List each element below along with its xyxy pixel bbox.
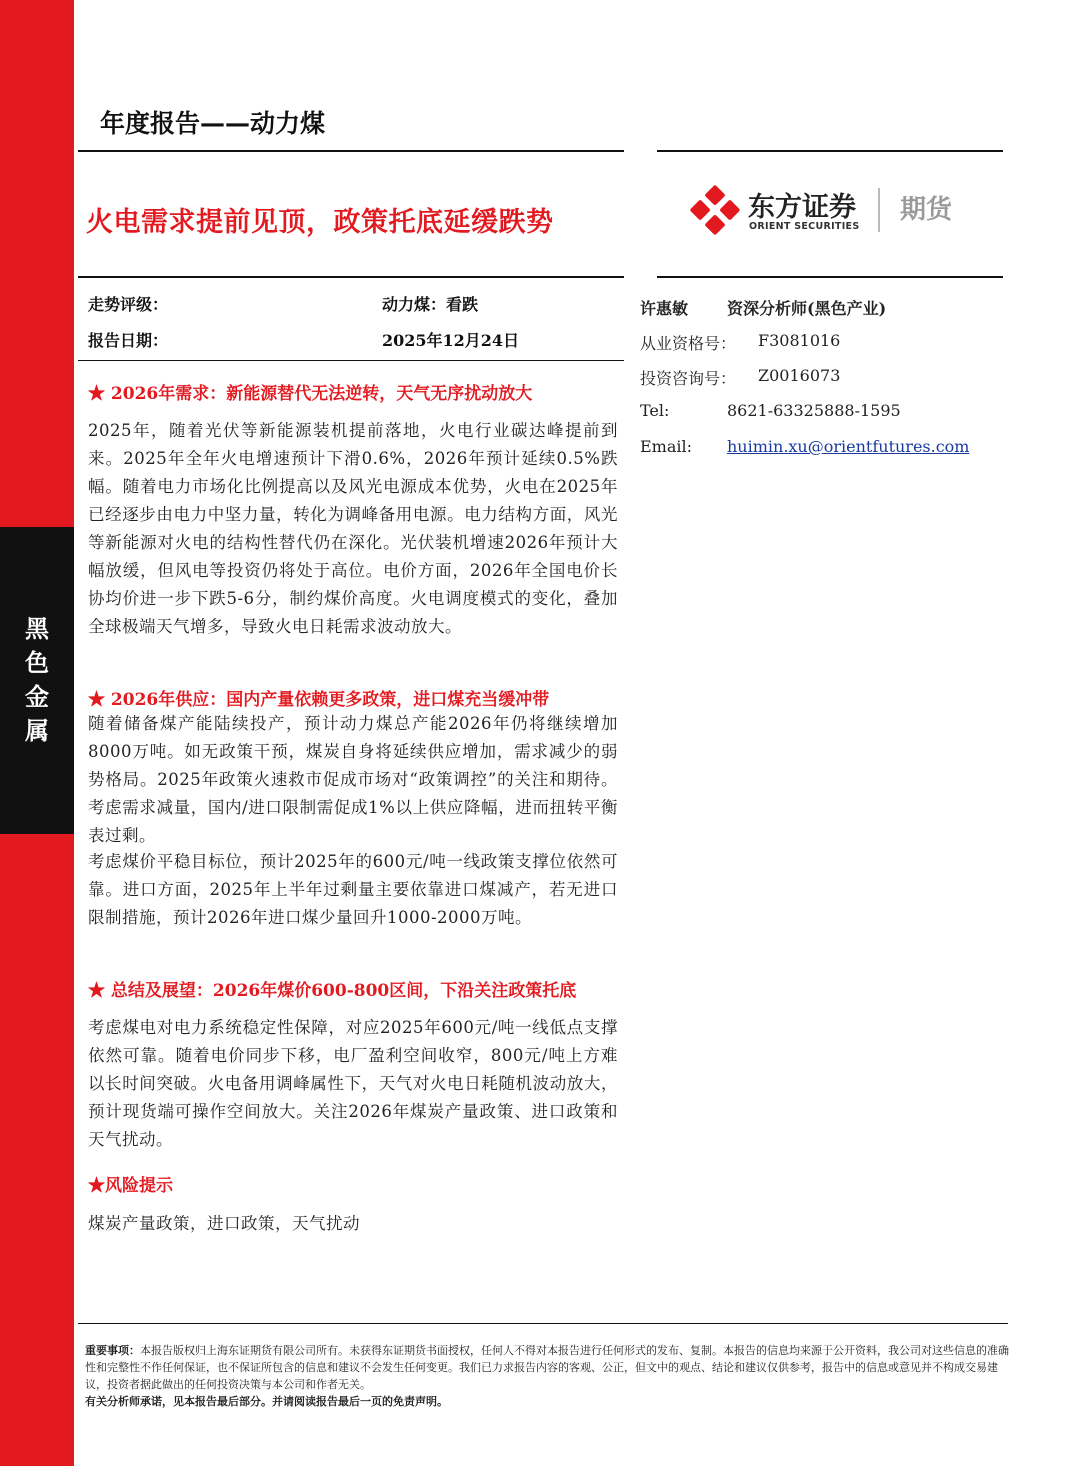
- analyst-name: 许惠敏: [640, 299, 689, 318]
- cert-value: F3081016: [758, 331, 841, 350]
- analyst-note: 有关分析师承诺，见本报告最后部分。并请阅读报告最后一页的免责声明。: [85, 1395, 448, 1408]
- footer-divider: [78, 1323, 1008, 1324]
- tel-value: 8621-63325888-1595: [727, 401, 901, 420]
- category-char: 黑: [25, 615, 49, 643]
- risk-paragraph: 煤炭产量政策，进口政策，天气扰动: [88, 1214, 360, 1233]
- rating-label: 走势评级：: [88, 295, 169, 314]
- logo-separator: [878, 188, 880, 232]
- rating-value: 动力煤：看跌: [382, 295, 479, 314]
- company-logo: [690, 185, 990, 237]
- date-label: 报告日期：: [88, 331, 169, 350]
- consult-value: Z0016073: [758, 366, 841, 385]
- logo-name-en: ORIENT SECURITIES: [749, 221, 860, 232]
- section-heading-risk: ★风险提示: [88, 1176, 173, 1196]
- supply-paragraph-2: 考虑煤价平稳目标位，预计2025年的600元/吨一线政策支撑位依然可靠。进口方面，2025年上半年过剩量主要依靠进口煤减产，若无进口限制措施，预计2026年进口煤少量回升1000-2000万吨。: [88, 852, 618, 927]
- report-title: 火电需求提前见顶，政策托底延缓跌势: [86, 207, 554, 238]
- cert-label: 从业资格号：: [640, 334, 737, 353]
- logo-mark-icon: [690, 185, 740, 235]
- disclaimer-text: 本报告版权归上海东证期货有限公司所有。未获得东证期货书面授权，任何人不得对本报告进行任何形式的发布、复制。本报告的信息均来源于公开资料，我公司对这些信息的准确性和完整性不作任何保证，也不保证所包含的信息和建议不会发生任何变更。我们已力求报告内容的客观、公正，但文中的观点、结论和建议仅供参考，报告中的信息或意见并不构成交易建议，投资者据此做出的任何投资决策与本公司和作者无关。: [85, 1344, 1009, 1391]
- category-char: 属: [25, 717, 49, 745]
- outlook-paragraph: 考虑煤电对电力系统稳定性保障，对应2025年600元/吨一线低点支撑依然可靠。随着电价同步下移，电厂盈利空间收窄，800元/吨上方难以长时间突破。火电备用调峰属性下，天气对火电日耗随机波动放大，预计现货端可操作空间放大。关注2026年煤炭产量政策、进口政策和天气扰动。: [88, 1018, 618, 1149]
- category-label: [0, 612, 74, 748]
- divider: [657, 150, 1003, 152]
- report-type: 年度报告——动力煤: [100, 109, 326, 138]
- divider: [657, 276, 1003, 278]
- section-heading-outlook: ★ 总结及展望：2026年煤价600-800区间，下沿关注政策托底: [88, 981, 577, 1001]
- category-char: 色: [25, 649, 49, 677]
- divider: [78, 276, 624, 278]
- email-link[interactable]: huimin.xu@orientfutures.com: [727, 437, 970, 456]
- logo-name-cn: 东方证券: [748, 192, 856, 223]
- tel-label: Tel:: [640, 401, 670, 420]
- supply-paragraph-1: 随着储备煤产能陆续投产，预计动力煤总产能2026年仍将继续增加8000万吨。如无政策干预，煤炭自身将延续供应增加，需求减少的弱势格局。2025年政策火速救市促成市场对“政策调控”的关注和期待。考虑需求减量，国内/进口限制需促成1%以上供应降幅，进而扭转平衡表过剩。: [88, 714, 618, 845]
- disclaimer-label: 重要事项：: [85, 1344, 140, 1357]
- divider: [78, 360, 624, 361]
- section-heading-demand: ★ 2026年需求：新能源替代无法逆转，天气无序扰动放大: [88, 384, 533, 404]
- logo-division: 期货: [900, 195, 953, 225]
- category-char: 金: [25, 683, 49, 711]
- section-heading-supply: ★ 2026年供应：国内产量依赖更多政策，进口煤充当缓冲带: [88, 690, 550, 710]
- email-label: Email:: [640, 437, 693, 456]
- divider: [78, 150, 624, 152]
- disclaimer: [85, 1342, 1010, 1410]
- date-value: 2025年12月24日: [382, 331, 520, 350]
- analyst-title: 资深分析师(黑色产业): [727, 299, 887, 318]
- demand-paragraph: 2025年，随着光伏等新能源装机提前落地，火电行业碳达峰提前到来。2025年全年火电增速预计下滑0.6%，2026年预计延续0.5%跌幅。随着电力市场化比例提高以及风光电源成本优势，火电在2025年已经逐步由电力中坚力量，转化为调峰备用电源。电力结构方面，风光等新能源对火电的结构性替代仍在深化。光伏装机增速2026年预计大幅放缓，但风电等投资仍将处于高位。电价方面，2026年全国电价长协均价进一步下跌5-6分，制约煤价高度。火电调度模式的变化，叠加全球极端天气增多，导致火电日耗需求波动放大。: [88, 421, 618, 636]
- consult-label: 投资咨询号：: [640, 369, 737, 388]
